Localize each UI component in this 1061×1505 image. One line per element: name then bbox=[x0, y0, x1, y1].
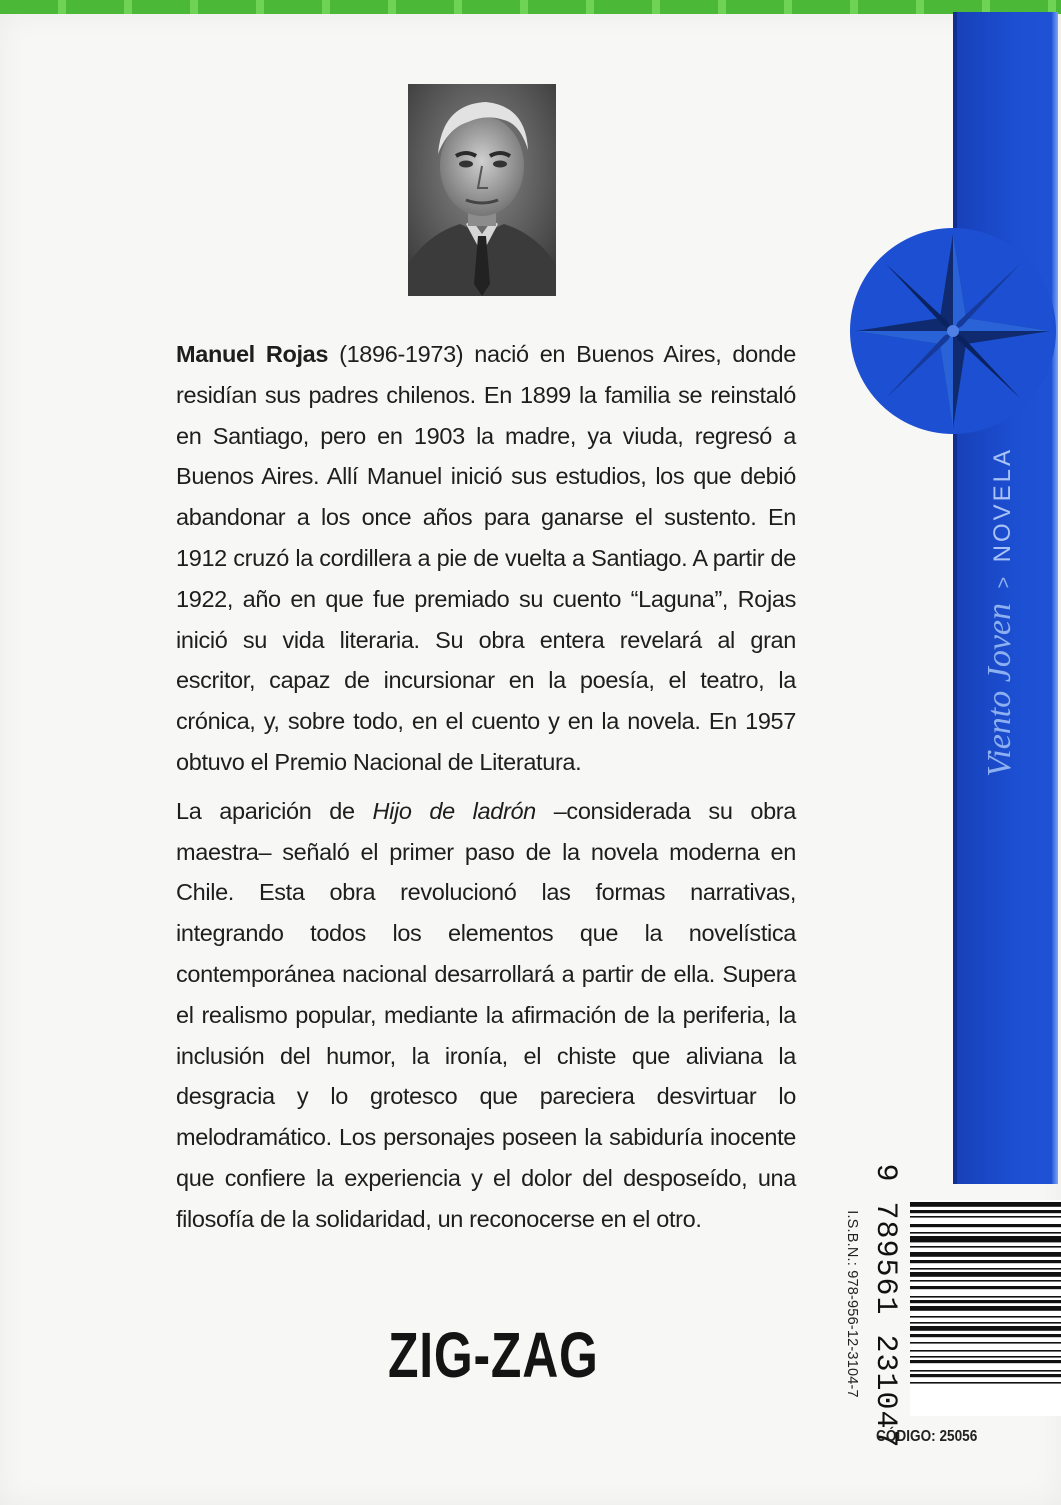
series-name: Viento Joven bbox=[981, 602, 1018, 777]
synopsis-text: –considerada su obra maestra– señaló el primer paso de la novela moderna en Chile. Esta obra revolucionó las formas narrativas, integrando todos los elementos que la novelística contemporánea nacional desarrollará a partir de ella. Supera el realismo popular, mediante la afirmación de la periferia, la inclusión del humor, la ironía, el chiste que aliviana la desgracia y lo grotesco que pareciera desvirtuar lo melodramático. Los personajes poseen la sabiduría inocente que confiere la experiencia y el dolor del desposeído, una filosofía de la solidaridad, un reconocerse en el otro. bbox=[176, 797, 796, 1232]
chevron-right-icon: > bbox=[993, 576, 1015, 589]
isbn-label: I.S.B.N.: 978-956-12-3104-7 bbox=[844, 1210, 860, 1398]
bio-paragraph bbox=[176, 334, 796, 783]
barcode-number: 9 789561 231047 bbox=[868, 1163, 902, 1449]
product-code: CÓDIGO: 25056 bbox=[876, 1428, 978, 1445]
bio-text: (1896-1973) nació en Buenos Aires, donde residían sus padres chilenos. En 1899 la familia se reinstaló en Santiago, pero en 1903 la madre, ya viuda, regresó a Buenos Aires. Allí Manuel inició sus estudios, los que debió abandonar a los once años para ganarse el sustento. En 1912 cruzó la cordillera a pie de vuelta a Santiago. A partir de 1922, año en que fue premiado su cuento “Laguna”, Rojas inició su vida literaria. Su obra entera revelará al gran escritor, capaz de incursionar en la poesía, el teatro, la crónica, y, sobre todo, en el cuento y en la novela. En 1957 obtuvo el Premio Nacional de Literatura. bbox=[176, 341, 796, 775]
barcode-bars bbox=[910, 1200, 1061, 1416]
author-photo bbox=[408, 84, 556, 296]
series-title bbox=[981, 447, 1019, 777]
author-portrait bbox=[408, 84, 556, 296]
compass-rose-icon bbox=[848, 226, 1058, 436]
publisher-logo: ZIG-ZAG bbox=[388, 1319, 599, 1391]
compass-rose-logo bbox=[848, 226, 1058, 436]
book-title: Hijo de ladrón bbox=[372, 797, 536, 824]
author-name: Manuel Rojas bbox=[176, 341, 329, 367]
synopsis-intro: La aparición de bbox=[176, 797, 373, 824]
synopsis-paragraph bbox=[176, 791, 796, 1240]
author-biography bbox=[176, 334, 796, 1248]
spine-line bbox=[953, 12, 957, 1184]
band-edge bbox=[1052, 12, 1058, 1184]
series-genre: NOVELA bbox=[989, 447, 1016, 563]
